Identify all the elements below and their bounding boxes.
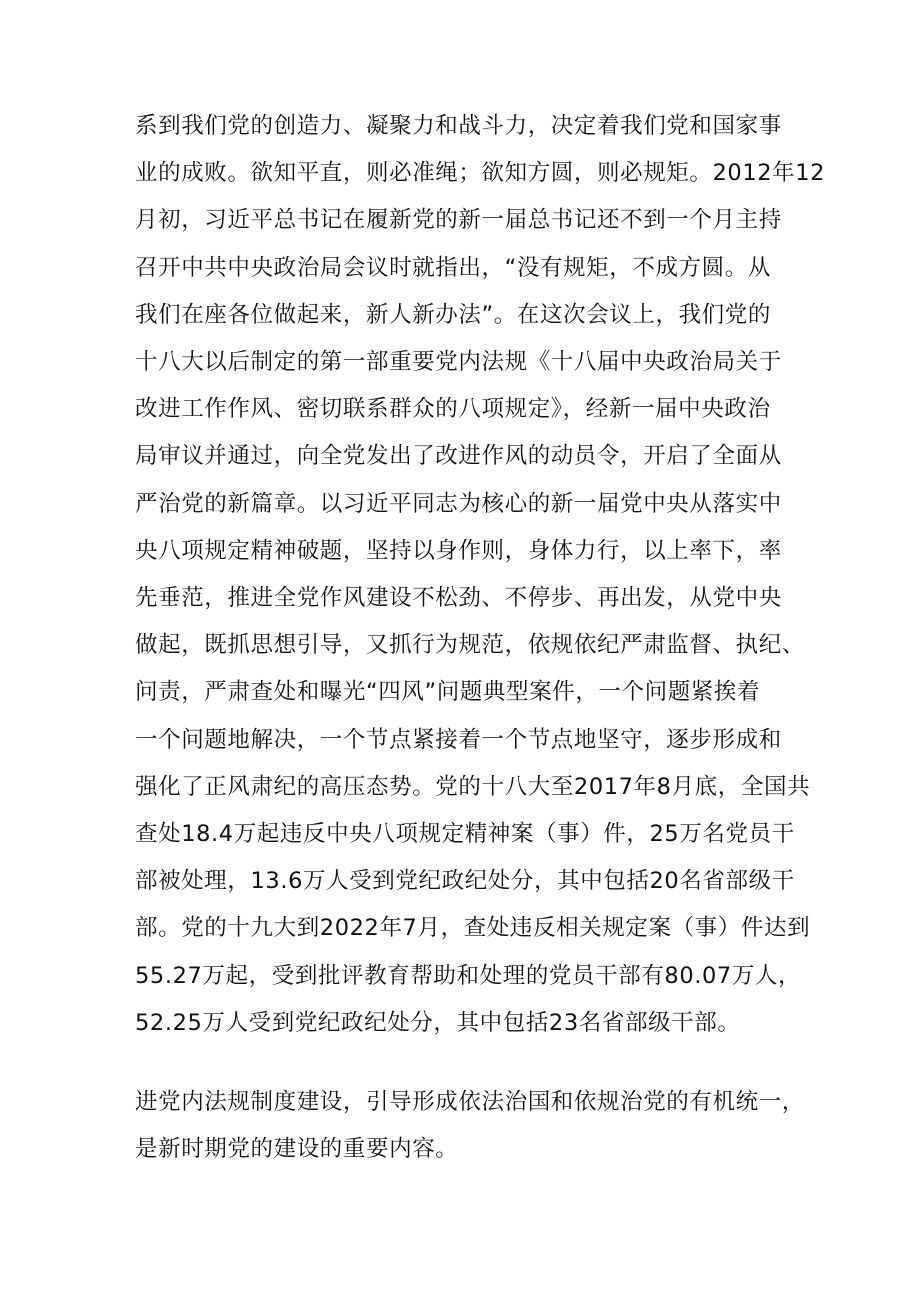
body-paragraph-1 (135, 103, 826, 1047)
text-line: 严治党的新篇章。以习近平同志为核心的新一届党中央从落实中 (135, 490, 782, 517)
text-line: 先垂范，推进全党作风建设不松劲、不停步、再出发，从党中央 (135, 585, 782, 612)
text-line: 央八项规定精神破题，坚持以身作则，身体力行，以上率下，率 (135, 537, 782, 564)
text-line: 十八大以后制定的第一部重要党内法规《十八届中央政治局关于 (135, 349, 782, 376)
text-line: 业的成败。欲知平直，则必准绳；欲知方圆，则必规矩。2012年12 (135, 160, 826, 187)
text-line: 进党内法规制度建设，引导形成依法治国和依规治党的有机统一， (135, 1089, 805, 1115)
text-line: 局审议并通过，向全党发出了改进作风的动员令，开启了全面从 (135, 443, 782, 470)
text-line: 月初，习近平总书记在履新党的新一届总书记还不到一个月主持 (135, 207, 782, 234)
text-line: 改进工作作风、密切联系群众的八项规定》，经新一届中央政治 (135, 396, 771, 423)
text-line: 部被处理，13.6万人受到党纪政纪处分，其中包括20名省部级干 (135, 868, 795, 895)
text-line: 问责，严肃查处和曝光“四风”问题典型案件，一个问题紧挨着 (135, 679, 761, 706)
text-line: 是新时期党的建设的重要内容。 (135, 1136, 459, 1163)
text-line: 强化了正风肃纪的高压态势。党的十八大至2017年8月底，全国共 (135, 773, 811, 800)
text-line: 我们在座各位做起来，新人新办法”。在这次会议上，我们党的 (135, 301, 771, 328)
text-line: 做起，既抓思想引导，又抓行为规范，依规依纪严肃监督、执纪、 (135, 632, 805, 659)
text-line: 查处18.4万起违反中央八项规定精神案（事）件，25万名党员干 (135, 821, 795, 848)
text-line: 系到我们党的创造力、凝聚力和战斗力，决定着我们党和国家事 (135, 113, 782, 139)
text-line: 召开中共中央政治局会议时就指出，“没有规矩，不成方圆。从 (135, 254, 771, 281)
text-line: 一个问题地解决，一个节点紧接着一个节点地坚守，逐步形成和 (135, 726, 782, 753)
text-line: 55.27万起，受到批评教育帮助和处理的党员干部有80.07万人， (135, 962, 802, 989)
body-paragraph-2 (135, 1079, 805, 1173)
text-line: 52.25万人受到党纪政纪处分，其中包括23名省部级干部。 (135, 1009, 741, 1036)
text-line: 部。党的十九大到2022年7月，查处违反相关规定案（事）件达到 (135, 915, 811, 942)
